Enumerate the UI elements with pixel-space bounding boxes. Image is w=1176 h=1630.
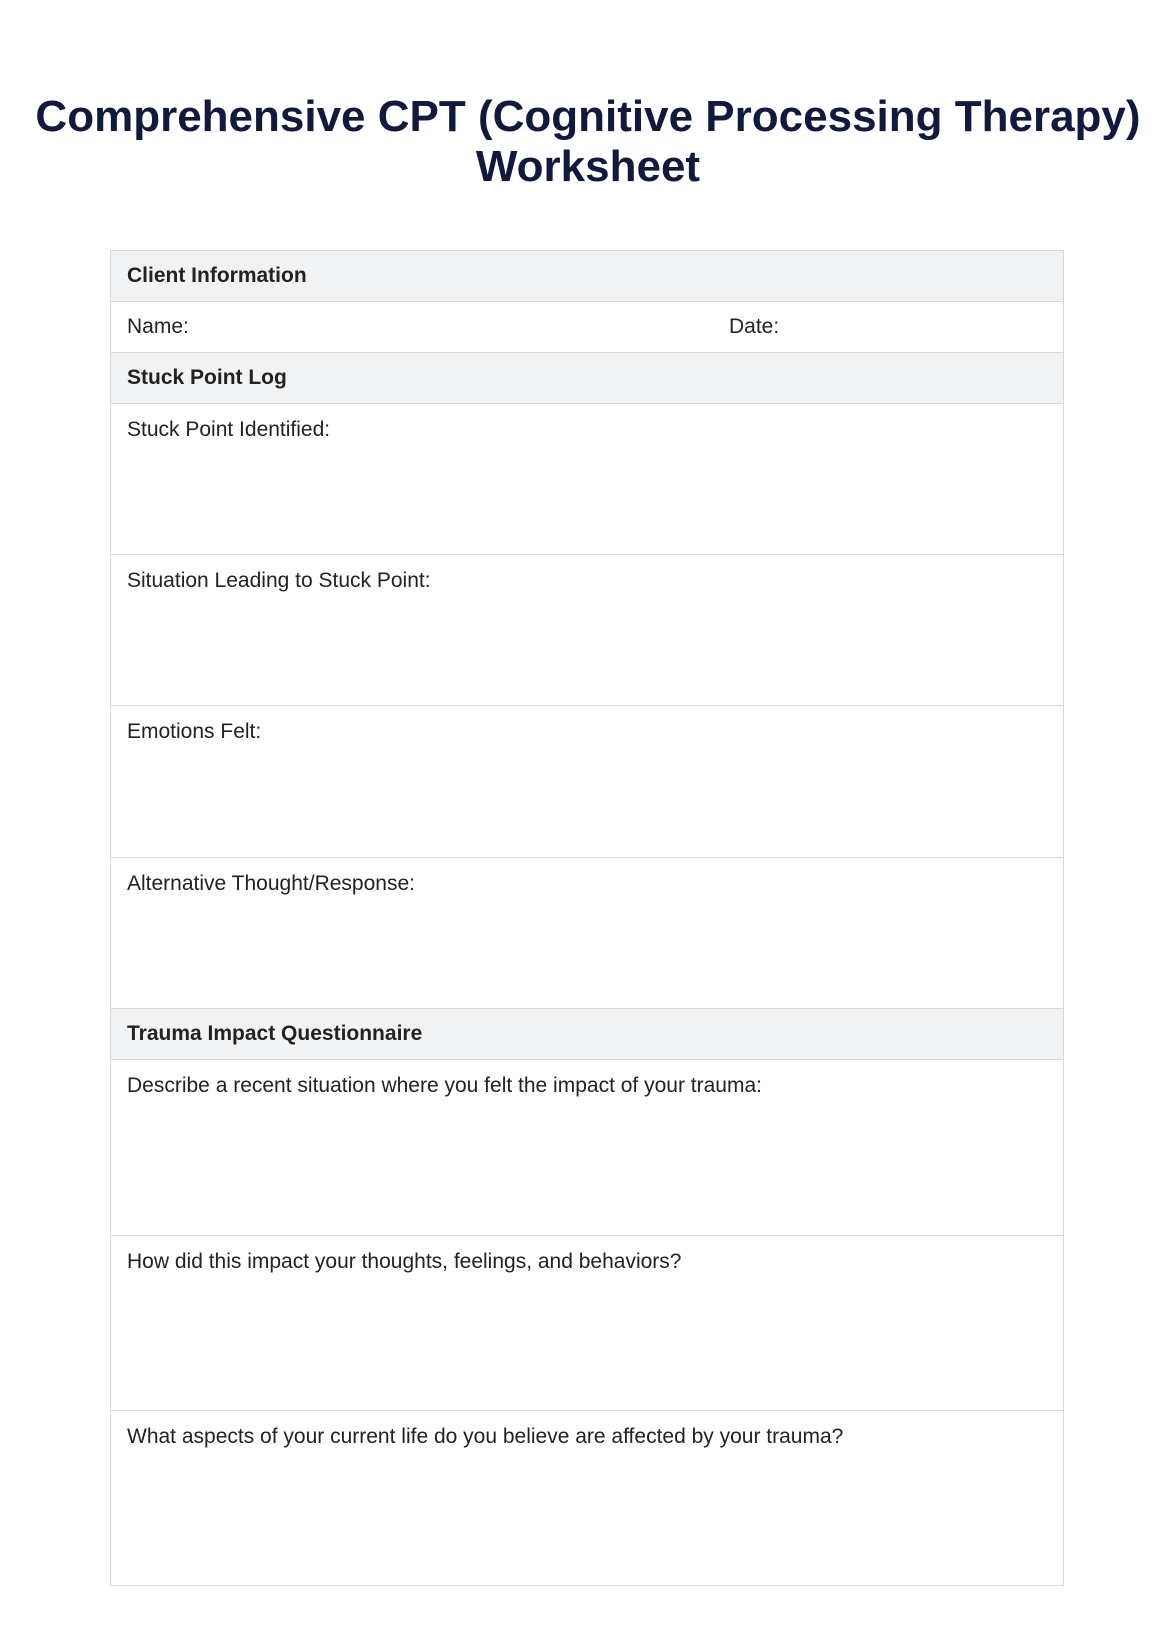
impact-field[interactable]: How did this impact your thoughts, feelings, and behaviors? [111,1236,1064,1411]
emotions-felt-field[interactable]: Emotions Felt: [111,706,1064,858]
section-heading-stuck-point-log: Stuck Point Log [111,353,1064,404]
page-title: Comprehensive CPT (Cognitive Processing Therapy) Worksheet [35,92,1141,191]
alternative-thought-field[interactable]: Alternative Thought/Response: [111,858,1064,1009]
name-field[interactable]: Name: [111,302,714,353]
worksheet-table [110,250,1064,1586]
recent-situation-field[interactable]: Describe a recent situation where you felt the impact of your trauma: [111,1060,1064,1236]
life-aspects-field[interactable]: What aspects of your current life do you believe are affected by your trauma? [111,1411,1064,1586]
date-field[interactable]: Date: [713,302,1064,353]
section-heading-trauma-impact: Trauma Impact Questionnaire [111,1009,1064,1060]
section-heading-client-information: Client Information [111,251,1064,302]
situation-field[interactable]: Situation Leading to Stuck Point: [111,555,1064,706]
stuck-point-identified-field[interactable]: Stuck Point Identified: [111,404,1064,555]
